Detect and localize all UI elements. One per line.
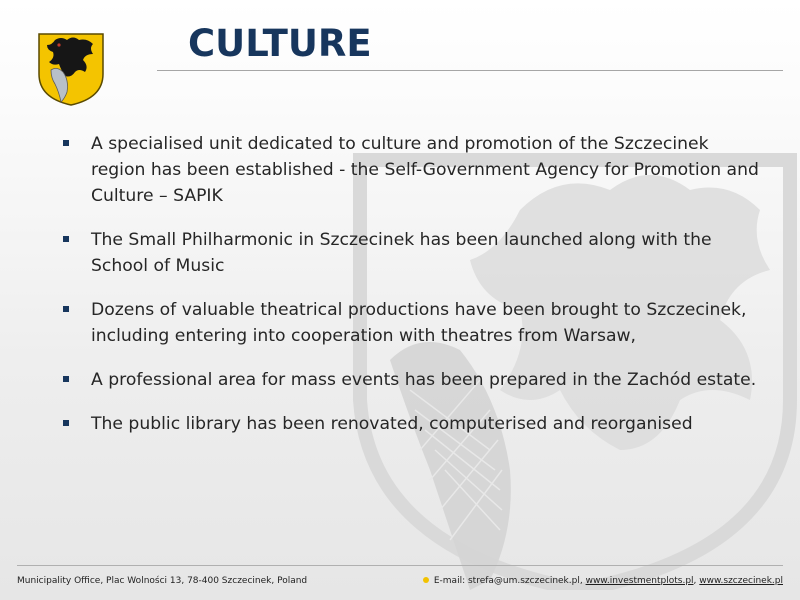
footer-link-investmentplots[interactable]: www.investmentplots.pl [585,576,694,586]
bullet-item [62,131,762,209]
square-bullet-icon [63,236,69,242]
square-bullet-icon [63,306,69,312]
slide-title: CULTURE [188,22,372,65]
bullet-text: The public library has been renovated, computerised and reorganised [91,414,693,434]
bullet-item [62,367,762,393]
square-bullet-icon [63,376,69,382]
footer-address: Municipality Office, Plac Wolności 13, 78-400 Szczecinek, Poland [17,576,308,586]
bullet-item [62,411,762,437]
bullet-item [62,297,762,349]
footer-bullet-icon [423,577,429,583]
bullet-text: A professional area for mass events has been prepared in the Zachód estate. [91,370,757,390]
footer-email: E-mail: strefa@um.szczecinek.pl, [433,576,583,586]
bullet-list [62,131,762,455]
square-bullet-icon [63,140,69,146]
footer-separator: , [693,576,697,586]
szczecinek-coat-of-arms-icon [37,32,105,106]
footer-divider [17,565,783,566]
footer-link-szczecinek[interactable]: www.szczecinek.pl [699,576,783,586]
square-bullet-icon [63,420,69,426]
bullet-text: A specialised unit dedicated to culture and promotion of the Szczecinek region has been established - the Self-Government Agency for Promotion and Culture – SAPIK [91,134,759,206]
bullet-text: The Small Philharmonic in Szczecinek has been launched along with the School of Music [91,230,712,276]
bullet-text: Dozens of valuable theatrical productions have been brought to Szczecinek, including entering into cooperation with theatres from Warsaw, [91,300,747,346]
bullet-item [62,227,762,279]
footer-contact [423,576,783,586]
title-divider [157,70,783,71]
